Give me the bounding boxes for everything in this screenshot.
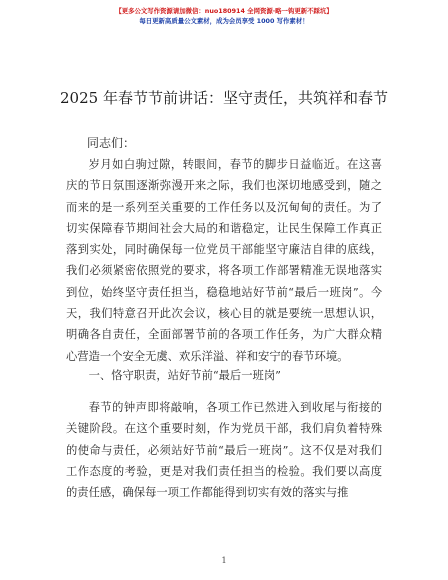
promo-banner-line-1: 【更多公文写作资源请加微信：nuo180914 全网资源·略一钩更新不踩坑】 (115, 7, 333, 15)
section-1-paragraph: 春节的钟声即将敲响，各项工作已然进入到收尾与衔接的关键阶段。在这个重要时刻，作为党员干部，我们肩负着特殊的使命与责任，必须站好节前“最后一班岗”。这不仅是对我们工作态度的考验，更是对我们责任担当的检验。我们要以高度的责任感，确保每一项工作都能得到切实有效的落实与推 (66, 401, 382, 500)
promo-banner (0, 6, 448, 26)
intro-paragraph: 岁月如白驹过隙，转眼间，春节的脚步日益临近。在这喜庆的节日氛围逐渐弥漫开来之际，我们也深切地感受到，随之而来的是一系列至关重要的工作任务以及沉甸甸的责任。为了切实保障春节期间社会大局的和谐稳定，让民生保障工作真正落到实处，同时确保每一位党员干部能坚守廉洁自律的底线，我们必须紧密依照党的要求，将各项工作部署精准无误地落实到位，始终坚守责任担当，稳稳地站好节前“最后一班岗”。今天，我们特意召开此次会议，核心目的就是要统一思想认识，明确各自责任，全面部署节前的各项工作任务，为广大群众精心营造一个安全无虞、欢乐洋溢、祥和安宁的春节环境。 (66, 158, 382, 363)
section-heading-1: 一、恪守职责，站好节前“最后一班岗” (88, 369, 281, 382)
salutation: 同志们： (87, 136, 136, 150)
promo-banner-line-2: 每日更新高质量公文素材，成为会员享受 1000 写作素材！ (139, 17, 309, 25)
document-title: 2025 年春节节前讲话：坚守责任，共筑祥和春节 (60, 89, 388, 107)
page-number: 1 (221, 556, 227, 565)
